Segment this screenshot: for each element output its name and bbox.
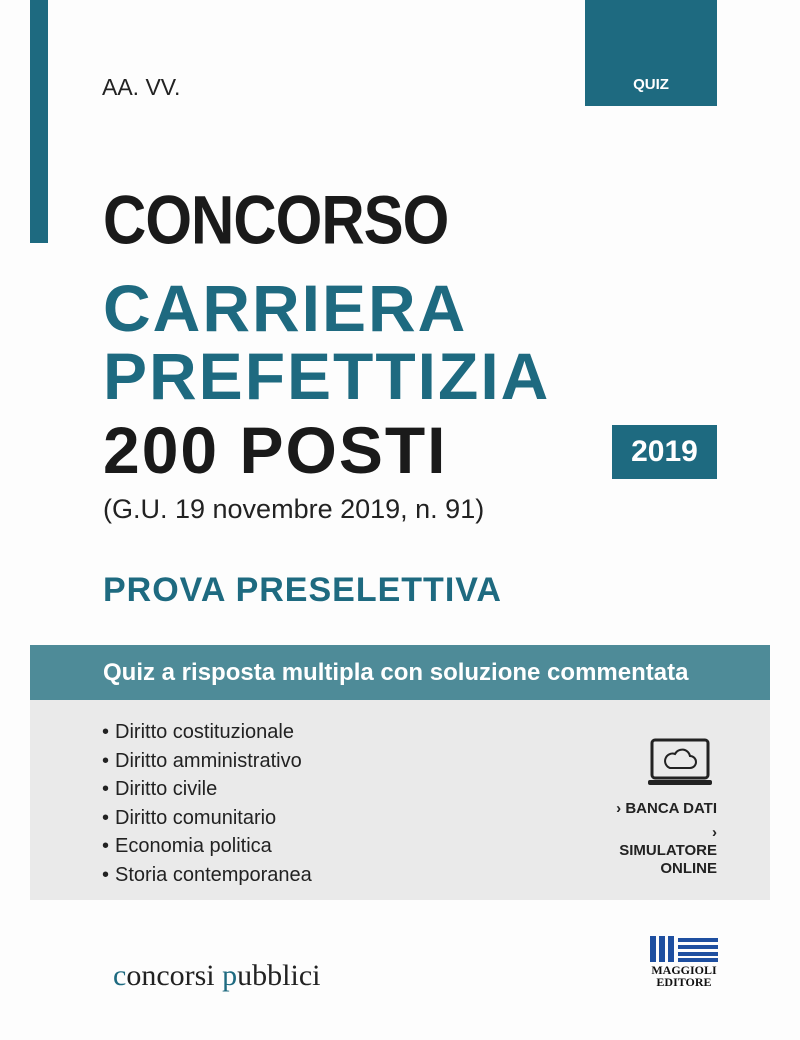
series-rest: ubblici [237,959,321,992]
year-badge: 2019 [612,425,717,479]
title-concorso: CONCORSO [103,181,449,259]
quiz-tab [585,0,717,106]
publisher-logo [650,936,718,962]
feature-simulatore: › SIMULATORE [619,824,717,859]
subject-item: • Diritto comunitario [102,804,312,833]
online-features [613,800,717,884]
publisher-line2: EDITORE [656,975,712,989]
series-c: c [113,959,127,992]
section-title: PROVA PRESELETTIVA [103,571,502,609]
subject-item: • Diritto costituzionale [102,718,312,747]
subjects-list [102,718,312,889]
series-name [113,956,320,996]
title-posti: 200 POSTI [103,413,448,487]
author: AA. VV. [102,74,181,100]
left-accent-bar [30,0,48,243]
quiz-tab-label: QUIZ [633,76,669,93]
feature-banca-dati: › BANCA DATI [616,800,717,817]
quiz-band-text: Quiz a risposta multipla con soluzione commentata [103,659,689,686]
series-p: p [222,959,238,992]
title-carriera: CARRIERA [103,271,468,345]
publisher-name [650,964,718,988]
publisher-line1: MAGGIOLI [651,963,717,977]
subjects-panel [30,700,770,900]
title-prefettizia: PREFETTIZIA [103,339,551,413]
subject-item: • Diritto amministrativo [102,747,312,776]
series-mid: oncorsi [126,959,223,992]
subject-item: • Storia contemporanea [102,861,312,890]
quiz-band [30,645,770,700]
gazette-reference: (G.U. 19 novembre 2019, n. 91) [103,494,485,524]
laptop-cloud-icon [648,738,712,788]
feature-online: ONLINE [660,860,717,877]
subject-item: • Economia politica [102,832,312,861]
subject-item: • Diritto civile [102,775,312,804]
